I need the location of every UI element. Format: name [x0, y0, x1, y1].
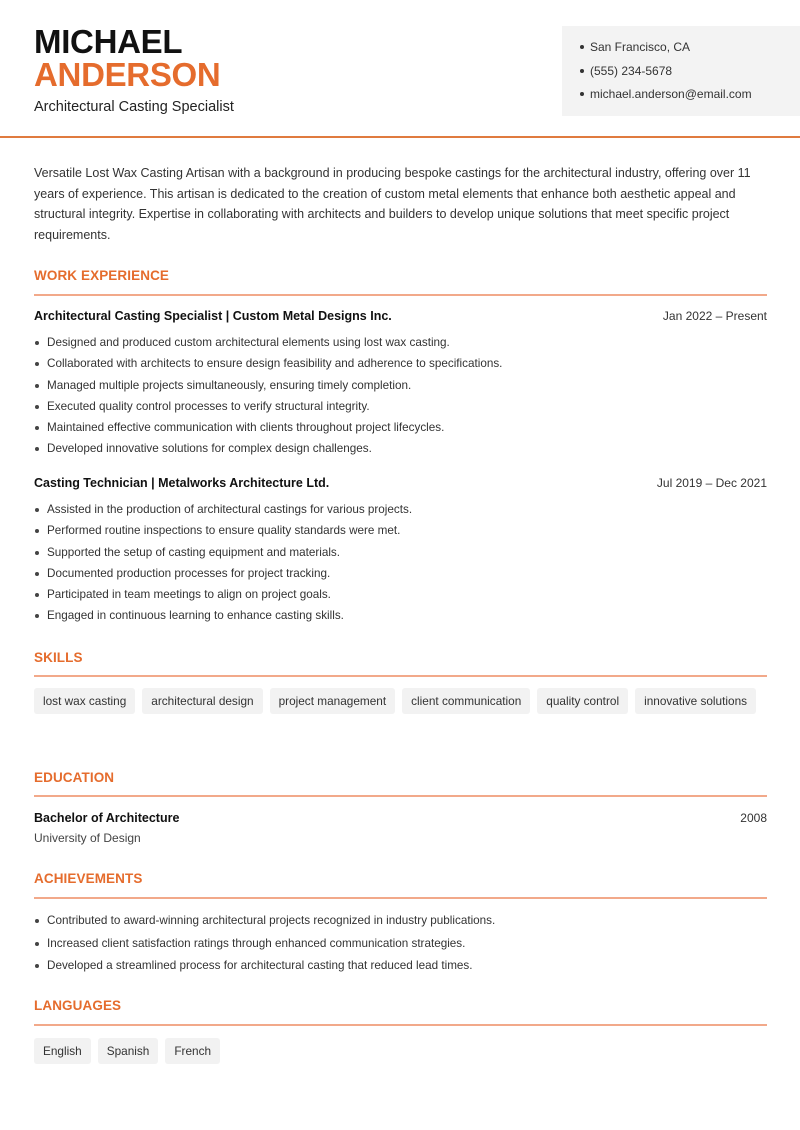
bullet-icon	[35, 508, 39, 512]
section-divider	[34, 795, 767, 797]
bullet-icon	[35, 964, 39, 968]
bullet-text: Participated in team meetings to align on project goals.	[47, 588, 331, 602]
bullet-icon	[580, 92, 584, 96]
bullet-text: Maintained effective communication with clients throughout project lifecycles.	[47, 421, 445, 435]
list-item	[34, 420, 767, 441]
contact-phone	[580, 63, 800, 87]
list-item	[34, 608, 767, 629]
list-item	[34, 566, 767, 587]
location-text: San Francisco, CA	[590, 40, 691, 54]
bullet-icon	[35, 614, 39, 618]
bullet-icon	[35, 529, 39, 533]
contact-email	[580, 86, 800, 110]
bullet-icon	[580, 69, 584, 73]
list-item	[34, 913, 767, 936]
section-title-languages: LANGUAGES	[34, 998, 122, 1013]
list-item	[34, 587, 767, 608]
bullet-icon	[35, 593, 39, 597]
language-tags	[34, 1038, 774, 1070]
last-name: ANDERSON	[34, 56, 221, 93]
skill-tag: architectural design	[142, 688, 262, 714]
list-item	[34, 502, 767, 523]
bullet-icon	[35, 551, 39, 555]
language-tag: English	[34, 1038, 91, 1064]
skill-tag: project management	[270, 688, 396, 714]
education-header	[34, 811, 767, 825]
bullet-icon	[35, 384, 39, 388]
contact-location	[580, 39, 800, 63]
skill-tag: innovative solutions	[635, 688, 756, 714]
bullet-text: Developed innovative solutions for complex design challenges.	[47, 442, 372, 456]
bullet-text: Collaborated with architects to ensure design feasibility and adherence to specifications.	[47, 357, 503, 371]
bullet-icon	[35, 405, 39, 409]
list-item	[34, 399, 767, 420]
skill-tag: client communication	[402, 688, 530, 714]
bullet-icon	[35, 942, 39, 946]
section-divider	[34, 294, 767, 296]
bullet-icon	[35, 426, 39, 430]
bullet-icon	[35, 919, 39, 923]
skill-tag: lost wax casting	[34, 688, 135, 714]
language-tag: French	[165, 1038, 220, 1064]
contact-box	[562, 26, 800, 116]
bullet-text: Designed and produced custom architectural elements using lost wax casting.	[47, 336, 450, 349]
list-item	[34, 441, 767, 462]
achievement-bullets	[34, 913, 767, 981]
bullet-text: Developed a streamlined process for architectural casting that reduced lead times.	[47, 959, 473, 972]
list-item	[34, 958, 767, 981]
bullet-text: Performed routine inspections to ensure quality standards were met.	[47, 524, 401, 538]
bullet-text: Executed quality control processes to verify structural integrity.	[47, 399, 370, 413]
school-name: University of Design	[34, 831, 141, 845]
section-title-skills: SKILLS	[34, 650, 83, 665]
section-title-education: EDUCATION	[34, 770, 115, 785]
job-bullets	[34, 502, 767, 630]
skills-tags	[34, 688, 774, 720]
section-title-achievements: ACHIEVEMENTS	[34, 871, 143, 886]
phone-text: (555) 234-5678	[590, 63, 673, 78]
job-bullets	[34, 335, 767, 463]
bullet-text: Engaged in continuous learning to enhance casting skills.	[47, 609, 344, 623]
job-role: Architectural Casting Specialist | Custom Metal Designs Inc.	[34, 309, 392, 323]
job-dates: Jan 2022 – Present	[662, 309, 767, 323]
section-divider	[34, 1024, 767, 1026]
email-text: michael.anderson@email.com	[590, 87, 752, 101]
job-title: Architectural Casting Specialist	[34, 99, 234, 115]
bullet-icon	[35, 362, 39, 366]
resume-header	[0, 0, 800, 138]
list-item	[34, 545, 767, 566]
summary-paragraph: Versatile Lost Wax Casting Artisan with a background in producing bespoke castings for the architectural industry, offering over 11 years of experience. This artisan is dedicated to the creation of custom metal elements that enhance both aesthetic appeal and structural integrity. Expertise in collaborating with architects and builders to develop unique solutions that meet specific project requirements.	[34, 166, 751, 242]
list-item	[34, 378, 767, 399]
bullet-text: Increased client satisfaction ratings through enhanced communication strategies.	[47, 936, 466, 950]
bullet-text: Contributed to award-winning architectural projects recognized in industry publications.	[47, 914, 496, 927]
degree: Bachelor of Architecture	[34, 811, 180, 825]
bullet-icon	[580, 45, 584, 49]
job-role: Casting Technician | Metalworks Architecture Ltd.	[34, 476, 330, 490]
bullet-text: Documented production processes for project tracking.	[47, 566, 331, 580]
job-header	[34, 476, 767, 490]
bullet-text: Managed multiple projects simultaneously, ensuring timely completion.	[47, 378, 412, 392]
job-dates: Jul 2019 – Dec 2021	[656, 476, 767, 490]
list-item	[34, 523, 767, 544]
first-name: MICHAEL	[34, 23, 183, 60]
bullet-icon	[35, 447, 39, 451]
bullet-icon	[35, 572, 39, 576]
section-divider	[34, 897, 767, 899]
section-divider	[34, 675, 767, 677]
section-title-work: WORK EXPERIENCE	[34, 268, 170, 283]
skill-tag: quality control	[537, 688, 628, 714]
list-item	[34, 335, 767, 356]
bullet-icon	[35, 341, 39, 345]
language-tag: Spanish	[98, 1038, 159, 1064]
list-item	[34, 356, 767, 377]
list-item	[34, 936, 767, 959]
bullet-text: Assisted in the production of architectural castings for various projects.	[47, 503, 413, 516]
job-header	[34, 309, 767, 323]
bullet-text: Supported the setup of casting equipment and materials.	[47, 545, 341, 559]
graduation-year: 2008	[740, 811, 767, 825]
